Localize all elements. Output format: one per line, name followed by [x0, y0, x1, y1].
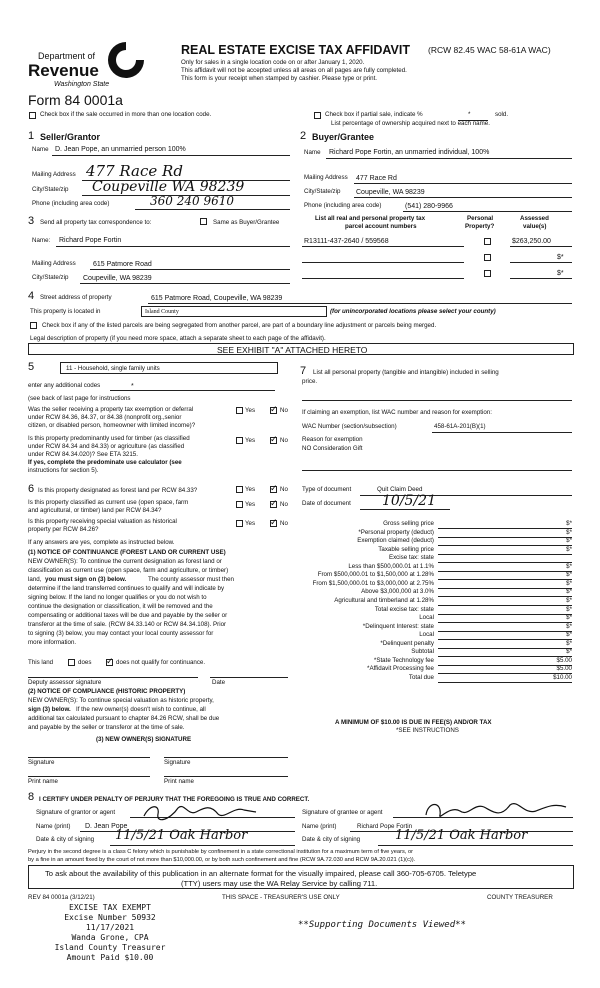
form-title: REAL ESTATE EXCISE TAX AFFIDAVIT [181, 43, 410, 57]
personal-property-3-checkbox[interactable] [484, 270, 491, 277]
s6-num: 6 [28, 483, 35, 495]
s6-q3-no: No [280, 520, 288, 527]
county-select[interactable] [141, 306, 327, 317]
check-icon: ✓ [270, 434, 278, 444]
tax-row-value[interactable]: $5.00 [556, 665, 572, 673]
seller-heading: Seller/Grantor [40, 132, 101, 142]
s6-q3a: Is this property receiving special valuation as historical [28, 518, 177, 525]
s5-q1-no: No [280, 407, 288, 414]
buyer-city[interactable]: Coupeville, WA 98239 [356, 189, 425, 196]
alt-format-2: (TTY) users may use the WA Relay Service by calling 711. [181, 879, 378, 888]
notice2-l2b: If the new owner(s) doesn't wish to continue, all [76, 706, 206, 713]
street-label: Street address of property [40, 294, 112, 301]
check-icon: ✓ [106, 656, 114, 666]
tax-row-value[interactable]: $* [566, 614, 572, 622]
exempt-label: If claiming an exemption, list WAC number and reason for exemption: [302, 409, 492, 416]
grantor-name[interactable]: D. Jean Pope [85, 823, 128, 830]
grantor-date-city[interactable]: 11/5/21 Oak Harbor [115, 828, 248, 843]
parcel-col1-line2: parcel account numbers [345, 223, 417, 230]
s5-q2-no: No [280, 437, 288, 444]
s5-q2c: under RCW 84.34.020)? See ETA 3215. [28, 451, 138, 458]
grantee-name[interactable]: Richard Pope Fortin [357, 823, 413, 830]
check-icon: ✓ [270, 404, 278, 414]
deputy-date-label: Date [212, 679, 226, 686]
property-num: 4 [28, 290, 35, 302]
dept-line2: Revenue [28, 61, 99, 80]
corr-label: Send all property tax correspondence to: [40, 219, 152, 226]
parcel-col2: Personal [467, 215, 494, 222]
certify: I CERTIFY UNDER PENALTY OF PERJURY THAT THE FOREGOING IS TRUE AND CORRECT. [39, 796, 310, 803]
notice3-title: (3) NEW OWNER(S) SIGNATURE [96, 736, 192, 743]
new-owner-sig-label-2: Signature [164, 759, 191, 766]
land-does-checkbox[interactable] [68, 659, 75, 666]
additional-codes[interactable]: * [131, 383, 134, 390]
legal-label: Legal description of property (if you need more space, attach a separate sheet to each page of the affidavit). [30, 335, 326, 342]
notice2-l2a: sign (3) below. [28, 706, 71, 713]
value-3[interactable]: $* [557, 270, 564, 277]
tax-row-value[interactable]: $10.00 [553, 673, 572, 681]
check-icon: ✓ [270, 517, 278, 527]
tax-row-value[interactable]: $* [566, 648, 572, 656]
tax-row-label: Taxable selling price [378, 545, 434, 553]
buyer-name[interactable]: Richard Pope Fortin, an unmarried individual, 100% [329, 149, 490, 156]
notice1-l3c: The county assessor must then [148, 576, 234, 583]
s6-q2-yes-checkbox[interactable] [236, 501, 243, 508]
corr-name[interactable]: Richard Pope Fortin [59, 237, 122, 244]
s6-q1-yes: Yes [245, 486, 256, 493]
buyer-city-label: City/State/zip [304, 188, 341, 195]
seller-mailing-label: Mailing Address [32, 171, 76, 178]
s6-q3b: property per RCW 84.26? [28, 526, 99, 533]
notice1-l5: signing below. If the land no longer qualifies or you do not wish to [28, 594, 207, 601]
seller-phone[interactable]: 360 240 9610 [150, 194, 234, 208]
legal-description-box[interactable] [28, 343, 574, 355]
reason-label: Reason for exemption [302, 436, 363, 443]
tax-row-label: Local [419, 631, 434, 639]
corr-name-label: Name: [32, 237, 51, 244]
same-as-buyer-checkbox[interactable] [200, 218, 207, 225]
parcel-col2b: Property? [465, 223, 495, 230]
seller-phone-label: Phone (including area code) [32, 200, 110, 207]
stamp-line-5: Island County Treasurer [54, 943, 166, 952]
notice1-l3b: you must sign on (3) below. [45, 576, 127, 583]
notice2-title: (2) NOTICE OF COMPLIANCE (HISTORIC PROPERTY) [28, 688, 186, 695]
grantor-date-label: Date & city of signing [36, 836, 95, 843]
dept-line1: Department of [38, 51, 96, 61]
stamp-line-4: Wanda Grone, CPA [71, 933, 149, 942]
s6-q2-yes: Yes [245, 501, 256, 508]
tax-row-label: Agricultural and timberland at 1.28% [334, 596, 434, 604]
located-label: This property is located in [30, 308, 101, 315]
new-owner-sig-label-1: Signature [28, 759, 55, 766]
s6-q1-no: No [280, 486, 288, 493]
s6-answered: If any answers are yes, complete as instructed below. [28, 539, 175, 546]
s6-q2b: and agricultural, or timber) land per RCW 84.34? [28, 507, 162, 514]
check-icon: ✓ [270, 498, 278, 508]
partial-sale-checkbox[interactable] [314, 112, 321, 119]
notice1-l3a: land, [28, 576, 42, 583]
supporting-docs: **Supporting Documents Viewed** [298, 920, 466, 930]
notice1-l10: more information. [28, 639, 77, 646]
rev-number: REV 84 0001a (3/12/21) [28, 894, 95, 901]
tax-row-label: *State Technology fee [373, 656, 434, 664]
seller-mailing[interactable]: 477 Race Rd [86, 162, 183, 180]
tax-row-value[interactable]: $* [566, 571, 572, 579]
new-owner-print-label-2: Print name [164, 778, 194, 785]
land-does-not: does not qualify for continuance. [116, 659, 206, 666]
segregated-label: Check box if any of the listed parcels are being segregated from another parcel, are part of a boundary line adjustment or parcels being merged. [42, 322, 437, 329]
tax-row-value[interactable]: $* [566, 579, 572, 587]
buyer-num: 2 [300, 130, 307, 142]
buyer-heading: Buyer/Grantee [312, 132, 375, 142]
doc-type[interactable]: Quit Claim Deed [377, 486, 423, 493]
s5-q2a: Is this property predominantly used for timber (as classified [28, 435, 190, 442]
seller-num: 1 [28, 130, 35, 142]
grantor-sig-label: Signature of grantor or agent [36, 809, 116, 816]
s5-q2d: If yes, complete the predominate use calculator (see [28, 459, 182, 466]
tax-row-value[interactable]: $* [566, 562, 572, 570]
personal-property-2-checkbox[interactable] [484, 254, 491, 261]
grantee-signature[interactable] [420, 797, 570, 823]
s6-q1-yes-checkbox[interactable] [236, 486, 243, 493]
perjury-1: Perjury in the second degree is a class C felony which is punishable by confinement in a state correctional institution for a maximum term of five years, or [28, 849, 414, 855]
parcel-col3b: value(s) [523, 223, 547, 230]
s5-q1-yes-checkbox[interactable] [236, 407, 243, 414]
s5-q1c: citizen, or disabled person, homeowner with limited income)? [28, 422, 196, 429]
buyer-mailing-label: Mailing Address [304, 174, 348, 181]
s5-num: 5 [28, 361, 35, 373]
s5-q1b: under RCW 84.36, 84.37, or 84.38 (nonprofit org.,senior [28, 414, 182, 421]
tax-row-value[interactable]: $* [566, 639, 572, 647]
check-icon: ✓ [270, 483, 278, 493]
corr-num: 3 [28, 215, 35, 227]
notice2-l4: and payable by the seller or transferor at the time of sale. [28, 724, 185, 731]
corr-city[interactable]: Coupeville, WA 98239 [83, 275, 152, 282]
header-sub3: This form is your receipt when stamped by cashier. Please type or print. [181, 75, 378, 82]
tax-row-value[interactable]: $* [566, 596, 572, 604]
seller-city[interactable]: Coupeville WA 98239 [92, 179, 245, 195]
notice1-l9: to signing (3) below, you may contact your local county assessor for [28, 630, 214, 637]
notice2-l1: NEW OWNER(S): To continue special valuation as historic property, [28, 697, 214, 704]
stamp-line-1: EXCISE TAX EXEMPT [69, 903, 151, 912]
tax-row-value[interactable]: $* [566, 631, 572, 639]
grantee-date-city[interactable]: 11/5/21 Oak Harbor [395, 828, 528, 843]
partial-sale-value[interactable]: * [468, 111, 471, 118]
deputy-sig-label: Deputy assessor signature [28, 679, 102, 686]
s7-label1: List all personal property (tangible and intangible) included in selling [313, 369, 499, 376]
tax-row-value[interactable]: $* [566, 520, 572, 527]
tax-row-value[interactable]: $* [566, 537, 572, 545]
notice1-l1: NEW OWNER(S): To continue the current designation as forest land or [28, 558, 222, 565]
s7-num: 7 [300, 365, 307, 377]
doc-date-label: Date of document [302, 500, 351, 507]
same-as-buyer-label: Same as Buyer/Grantee [213, 219, 280, 226]
parcel-col1-line1: List all real and personal property tax [315, 215, 426, 222]
grantee-name-label: Name (print) [302, 823, 337, 830]
s5-q2b: under RCW 84.34 and 84.33) or agriculture (as classified [28, 443, 185, 450]
tax-row-label: Local [419, 614, 434, 622]
dor-mark-icon [106, 40, 146, 80]
tax-row-label: Total due [408, 673, 434, 681]
partial-sale-sold: sold. [495, 111, 509, 118]
s6-q2-no: No [280, 501, 288, 508]
tax-row-label: Less than $500,000.01 at 1.1% [348, 562, 434, 570]
notice1-l7: compensating or additional taxes will be due and payable by the seller or [28, 612, 228, 619]
corr-mailing-label: Mailing Address [32, 260, 76, 267]
wac-label: WAC Number (section/subsection) [302, 423, 397, 430]
tax-row-label: *Personal property (deduct) [358, 528, 434, 536]
notice2-l3: additional tax calculated pursuant to chapter 84.26 RCW, shall be due [28, 715, 220, 722]
notice1-l6: continue the designation or classification, it will be removed and the [28, 603, 213, 610]
wac-number[interactable]: 458-61A-201(B)(1) [434, 423, 486, 430]
alt-format-box [28, 865, 574, 889]
multi-location-checkbox[interactable] [29, 112, 36, 119]
county-treasurer: COUNTY TREASURER [487, 894, 553, 901]
grantor-name-label: Name (print) [36, 823, 71, 830]
tax-row-label: *Affidavit Processing fee [367, 665, 434, 673]
tax-row-label: Exemption claimed (deduct) [357, 537, 434, 545]
use-code-select[interactable] [60, 362, 278, 374]
form-number: Form 84 0001a [28, 92, 123, 108]
seller-name-label: Name [32, 146, 49, 153]
grantee-sig-label: Signature of grantee or agent [302, 809, 383, 816]
partial-sale-label: Check box if partial sale, indicate % [325, 111, 423, 118]
tax-row-value[interactable]: $5.00 [556, 656, 572, 664]
segregated-checkbox[interactable] [30, 322, 37, 329]
legal-description: SEE EXHIBIT "A" ATTACHED HERETO [217, 345, 368, 355]
buyer-phone-label: Phone (including area code) [304, 202, 382, 209]
tax-row-value[interactable]: $* [566, 588, 572, 596]
tax-row-label: From $500,000.01 to $1,500,000 at 1.28% [317, 571, 434, 579]
multi-location-label: Check box if the sale occurred in more than one location code. [40, 111, 212, 118]
additional-codes-label: enter any additional codes [28, 382, 101, 389]
doc-type-label: Type of document [302, 486, 352, 493]
stamp-line-6: Amount Paid $10.00 [66, 953, 154, 962]
header-sub1: Only for sales in a single location code on or after January 1, 2020. [181, 59, 365, 66]
dept-line3: Washington State [54, 81, 110, 88]
parcel-1[interactable]: R13111-437-2640 / 559568 [304, 238, 389, 245]
value-2[interactable]: $* [557, 254, 564, 261]
tax-row-value[interactable]: $* [566, 605, 572, 613]
land-does: does [78, 659, 92, 666]
stamp-line-2: Excise Number 50932 [64, 913, 156, 922]
header-sub2: This affidavit will not be accepted unless all areas on all pages are fully completed. [181, 67, 407, 74]
doc-date[interactable]: 10/5/21 [382, 493, 436, 509]
notice1-l2: classification as current use (open space, farm and agriculture, or timber) [28, 567, 229, 574]
tax-row-label: *Delinquent Interest: state [362, 622, 434, 630]
notice1-l8: transferor at the time of sale. (RCW 84.33.140 or RCW 84.34.108). Prior [28, 621, 227, 628]
county-value: Island County [145, 309, 179, 315]
use-code: 11 - Household, single family units [66, 365, 160, 372]
see-instructions: *SEE INSTRUCTIONS [396, 727, 459, 734]
corr-mailing[interactable]: 615 Patmore Road [93, 261, 152, 268]
land-label: This land [28, 659, 54, 666]
seller-name[interactable]: D. Jean Pope, an unmarried person 100% [55, 146, 186, 153]
s5-q1-yes: Yes [245, 407, 256, 414]
tax-row-label: Total excise tax: state [374, 605, 434, 613]
street[interactable]: 615 Patmore Road, Coupeville, WA 98239 [151, 295, 283, 302]
alt-format-1: To ask about the availability of this publication in an alternate format for the visually impaired, please call 360-705-6705. Teletype [45, 869, 477, 878]
treasurer-space: THIS SPACE - TREASURER'S USE ONLY [222, 894, 340, 901]
parcel-col3: Assessed [520, 215, 549, 222]
dor-logo [20, 40, 160, 100]
notice1-title: (1) NOTICE OF CONTINUANCE (FOREST LAND OR CURRENT USE) [28, 549, 226, 556]
buyer-name-label: Name [304, 149, 321, 156]
s6-q3-yes-checkbox[interactable] [236, 520, 243, 527]
s6-q1: Is this property designated as forest land per RCW 84.33? [38, 487, 198, 494]
tax-row-label: Excise tax: state [388, 554, 434, 562]
reason[interactable]: NO Consideration Gift [302, 445, 363, 452]
s6-q3-yes: Yes [245, 520, 256, 527]
form-title-ref: (RCW 82.45 WAC 58-61A WAC) [428, 45, 551, 55]
new-owner-print-label-1: Print name [28, 778, 58, 785]
seller-city-label: City/State/zip [32, 186, 69, 193]
s6-q2a: Is this property classified as current use (open space, farm [28, 499, 189, 506]
treasurer-stamp [30, 903, 190, 973]
tax-row-value[interactable]: $* [566, 528, 572, 536]
value-1[interactable]: $263,250.00 [512, 238, 551, 245]
grantee-date-label: Date & city of signing [302, 836, 361, 843]
tax-row-label: Gross selling price [383, 520, 434, 527]
minimum-due: A MINIMUM OF $10.00 IS DUE IN FEE(S) AND/OR TAX [335, 719, 492, 726]
partial-sale-note: List percentage of ownership acquired next to each name. [331, 120, 490, 127]
personal-property-1-checkbox[interactable] [484, 238, 491, 245]
s8-num: 8 [28, 791, 35, 803]
tax-row-value[interactable]: $* [566, 622, 572, 630]
s7-label2: price. [302, 378, 318, 385]
perjury-2: by a fine in an amount fixed by the court of not more than $10,000.00, or by both such confinement and fine (RCW 9A.72.030 and RCW 9A.20.021 (1)(c)). [28, 857, 416, 863]
tax-row-label: *Delinquent penalty [380, 639, 434, 647]
unincorporated-note: (for unincorporated locations please select your county) [330, 308, 496, 315]
buyer-phone[interactable]: (541) 280-9966 [405, 203, 453, 210]
notice1-l4: determine if the land transferred continues to qualify and will indicate by [28, 585, 225, 592]
s5-q2-yes: Yes [245, 437, 256, 444]
see-back: (see back of last page for instructions [28, 395, 131, 402]
tax-row-label: From $1,500,000.01 to $3,000,000 at 2.75% [312, 579, 434, 587]
stamp-line-3: 11/17/2021 [85, 923, 135, 932]
s5-q1a: Was the seller receiving a property tax exemption or deferral [28, 406, 194, 413]
grantor-signature[interactable] [140, 800, 260, 822]
tax-row-value[interactable]: $* [566, 545, 572, 553]
buyer-mailing[interactable]: 477 Race Rd [356, 175, 397, 182]
s5-q2-yes-checkbox[interactable] [236, 437, 243, 444]
tax-row-label: Above $3,000,000 at 3.0% [361, 588, 434, 596]
corr-city-label: City/State/zip [32, 274, 69, 281]
s5-q2e: instructions for section 5). [28, 467, 99, 474]
tax-row-label: Subtotal [411, 648, 434, 656]
